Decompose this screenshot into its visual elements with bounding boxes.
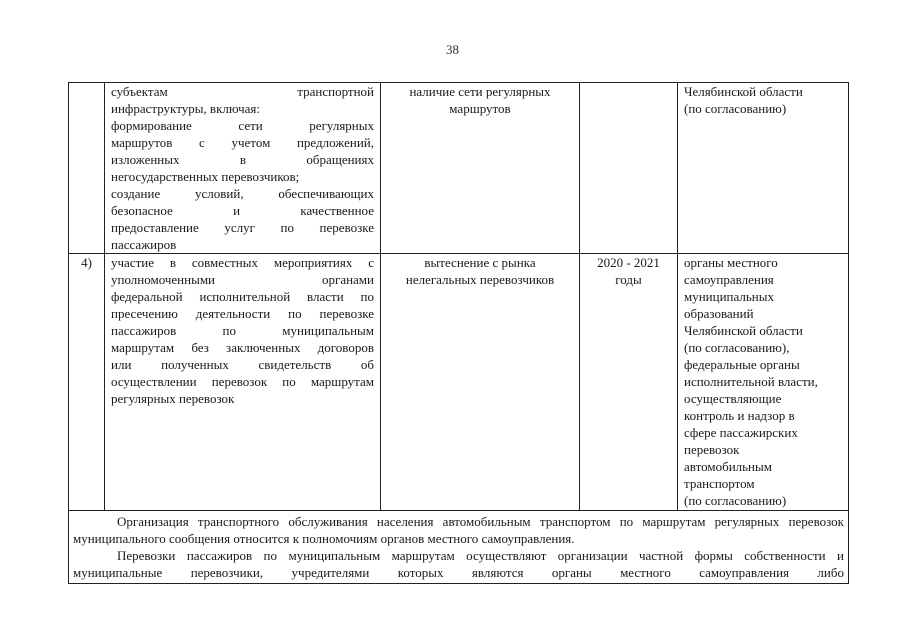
table-row [69, 83, 849, 254]
result-cell [381, 254, 580, 511]
term-line: годы [615, 272, 642, 287]
measure-line: инфраструктуры, включая: [111, 101, 260, 116]
measure-line: безопасное и качественное [111, 203, 374, 218]
result-line: нелегальных перевозчиков [405, 272, 555, 287]
measure-line: пассажиров по муниципальным [111, 323, 374, 338]
measure-line: негосударственных перевозчиков; [111, 169, 300, 184]
result-cell [381, 83, 580, 254]
responsible-line: образований [684, 306, 754, 321]
measure-line: создание условий, обеспечивающих [111, 186, 374, 201]
responsible-line: Челябинской области [684, 323, 803, 338]
measure-line: федеральной исполнительной власти по [111, 289, 374, 304]
row-number-cell [69, 83, 105, 254]
measure-line: предоставление услуг по перевозке [111, 220, 374, 235]
responsible-line: перевозок [684, 442, 740, 457]
responsible-line: органы местного [684, 255, 778, 270]
measure-line: осуществлении перевозок по маршрутам [111, 374, 374, 389]
responsible-line: (по согласованию) [684, 101, 787, 116]
measure-cell [105, 83, 381, 254]
responsible-cell [678, 254, 849, 511]
result-line: наличие сети регулярных [409, 84, 551, 99]
responsible-cell [678, 83, 849, 254]
result-line: маршрутов [449, 101, 511, 116]
note-paragraph: Перевозки пассажиров по муниципальным маршрутам осуществляют организации частной формы собственности и муниципальные перевозчики, учредителями которых являются органы местного самоуправления либо [73, 548, 844, 580]
responsible-line: муниципальных [684, 289, 775, 304]
responsible-line: автомобильным [684, 459, 772, 474]
responsible-line: транспортом [684, 476, 755, 491]
note-row [69, 511, 849, 584]
term-cell [580, 83, 678, 254]
responsible-line: Челябинской области [684, 84, 803, 99]
measure-line: пресечению деятельности по перевозке [111, 306, 374, 321]
measures-table [68, 82, 849, 584]
responsible-line: федеральные органы [684, 357, 800, 372]
measure-line: или полученных свидетельств об [111, 357, 374, 372]
measure-cell [105, 254, 381, 511]
row-number-cell: 4) [69, 254, 105, 511]
measure-line: маршрутам без заключенных договоров [111, 340, 374, 355]
responsible-line: (по согласованию) [684, 493, 787, 508]
responsible-line: (по согласованию), [684, 340, 790, 355]
term-cell [580, 254, 678, 511]
note-paragraph: Организация транспортного обслуживания населения автомобильным транспортом по маршрутам регулярных перевозок муниципального сообщения относится к полномочиям органов местного самоуправления. [73, 514, 844, 546]
responsible-line: контроль и надзор в [684, 408, 795, 423]
responsible-line: осуществляющие [684, 391, 782, 406]
measure-line: регулярных перевозок [111, 391, 235, 406]
responsible-line: сфере пассажирских [684, 425, 798, 440]
term-line: 2020 - 2021 [597, 255, 660, 270]
result-line: вытеснение с рынка [424, 255, 536, 270]
measure-line: участие в совместных мероприятиях с [111, 255, 374, 270]
measure-line: субъектам транспортной [111, 84, 374, 99]
measure-line: маршрутов с учетом предложений, [111, 135, 374, 150]
note-cell [69, 511, 849, 584]
table-row [69, 254, 849, 511]
responsible-line: исполнительной власти, [684, 374, 818, 389]
measure-line: пассажиров [111, 237, 177, 252]
page-number: 38 [446, 42, 459, 57]
measure-line: формирование сети регулярных [111, 118, 374, 133]
measure-line: уполномоченными органами [111, 272, 374, 287]
measure-line: изложенных в обращениях [111, 152, 374, 167]
responsible-line: самоуправления [684, 272, 774, 287]
